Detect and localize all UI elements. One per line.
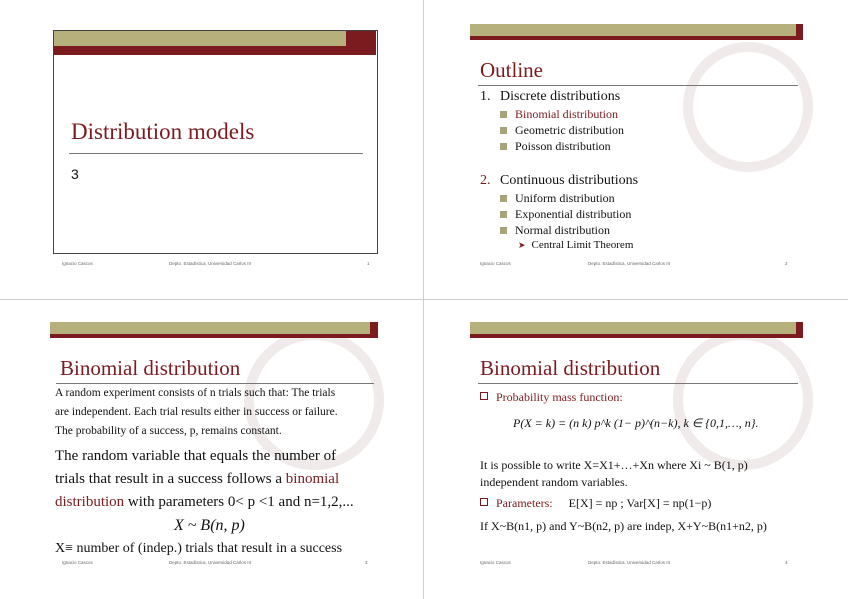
header-bar-maroon	[50, 334, 378, 338]
paragraph-line: The random variable that equals the number of	[55, 448, 337, 464]
footer-page: 3	[365, 560, 368, 565]
footer-dept: Depto. Estadística, Universidad Carlos III	[169, 261, 252, 266]
bullet-square-icon	[500, 227, 507, 234]
footer-dept: Depto. Estadística, Universidad Carlos III	[169, 560, 252, 565]
title-rule	[478, 85, 798, 86]
outline-item: Poisson distribution	[500, 139, 611, 154]
slide-1	[14, 12, 404, 282]
outline-item: Normal distribution	[500, 223, 610, 238]
slide-subtitle: 3	[71, 166, 79, 182]
header-bar-maroon	[470, 36, 803, 40]
page-divider-horizontal	[0, 299, 848, 300]
pmf-label: Probability mass function:	[480, 390, 623, 405]
bullet-square-icon	[500, 127, 507, 134]
header-bar-maroon	[54, 46, 376, 55]
outline-subitem: ➤ Central Limit Theorem	[518, 239, 634, 251]
footer-author: Ignacio Cascos	[480, 261, 511, 266]
parameters-line: Parameters: E[X] = np ; Var[X] = np(1−p)	[480, 496, 711, 511]
outline-item: Uniform distribution	[500, 191, 615, 206]
section-number: 1.	[480, 89, 491, 104]
paragraph-line: are independent. Each trial results either in success or failure.	[55, 406, 338, 418]
formula: X ~ B(n, p)	[174, 517, 245, 534]
watermark-seal	[683, 42, 813, 172]
section-number: 2.	[480, 173, 491, 188]
paragraph-line: The probability of a success, p, remains constant.	[55, 425, 282, 437]
watermark-seal	[673, 330, 813, 470]
slide-4	[438, 310, 828, 580]
header-bar-maroon-block	[346, 31, 376, 46]
outline-section-1	[480, 89, 620, 105]
pmf-formula: P(X = k) = (n k) p^k (1− p)^(n−k), k ∈ {0,1,…, n}.	[513, 416, 759, 430]
paragraph-line: distribution with parameters 0< p <1 and n=1,2,...	[55, 494, 354, 510]
outline-item: Binomial distribution	[500, 107, 618, 122]
bullet-square-outline-icon	[480, 498, 488, 506]
header-bar-maroon-block	[370, 322, 378, 334]
slide-title: Binomial distribution	[60, 356, 241, 380]
paragraph-line: It is possible to write X=X1+…+Xn where Xi ~ B(1, p)	[480, 458, 748, 472]
slide-2	[438, 12, 828, 282]
slide-title: Distribution models	[71, 119, 255, 144]
header-bar-maroon-block	[796, 322, 803, 334]
header-bar-olive	[50, 322, 370, 334]
paragraph-line: X≡ number of (indep.) trials that result in a success	[55, 541, 343, 556]
header-bar-maroon-block	[796, 24, 803, 36]
slide-title: Outline	[480, 58, 543, 82]
footer-author: Ignacio Cascos	[62, 560, 93, 565]
footer-dept: Depto. Estadística, Universidad Carlos III	[588, 261, 671, 266]
footer-author: Ignacio Cascos	[62, 261, 93, 266]
bullet-square-icon	[500, 195, 507, 202]
title-rule	[69, 153, 363, 154]
footer-page: 1	[367, 261, 370, 266]
header-bar-olive	[54, 31, 346, 46]
paragraph-line: independent random variables.	[480, 475, 628, 489]
paragraph-line: trials that result in a success follows a binomial	[55, 471, 340, 487]
slide-title: Binomial distribution	[480, 356, 661, 380]
header-bar-olive	[470, 24, 796, 36]
footer-author: Ignacio Cascos	[480, 560, 511, 565]
bullet-square-icon	[500, 143, 507, 150]
section-label: Continuous distributions	[500, 173, 639, 188]
paragraph-line: A random experiment consists of n trials such that: The trials	[55, 387, 336, 399]
header-bar-maroon	[470, 334, 803, 338]
outline-item: Geometric distribution	[500, 123, 624, 138]
footer-page: 4	[785, 560, 788, 565]
title-rule	[56, 383, 374, 384]
header-bar-olive	[470, 322, 796, 334]
footer-page: 2	[785, 261, 788, 266]
footer-dept: Depto. Estadística, Universidad Carlos III	[588, 560, 671, 565]
title-rule	[478, 383, 798, 384]
outline-item: Exponential distribution	[500, 207, 631, 222]
outline-section-2	[480, 173, 638, 189]
arrow-bullet-icon: ➤	[518, 240, 526, 250]
bullet-square-icon	[500, 211, 507, 218]
slide-3	[14, 310, 404, 580]
bullet-square-outline-icon	[480, 392, 488, 400]
paragraph-line: If X~B(n1, p) and Y~B(n2, p) are indep, X+Y~B(n1+n2, p)	[480, 519, 767, 533]
section-label: Discrete distributions	[500, 89, 621, 104]
bullet-square-icon	[500, 111, 507, 118]
